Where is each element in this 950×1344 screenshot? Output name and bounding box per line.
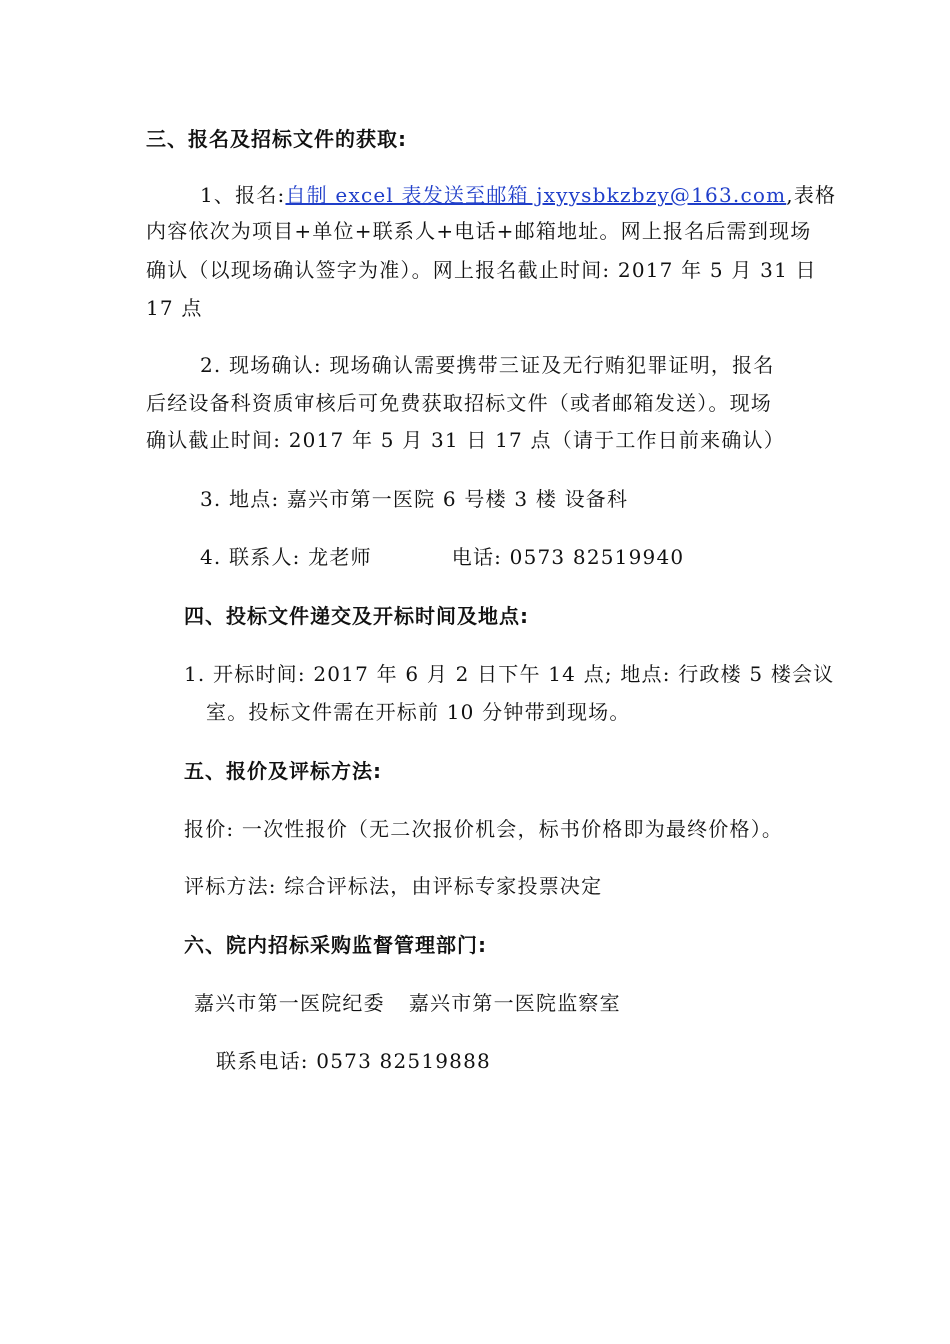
registration-line-1 [200, 180, 836, 210]
section-4-heading: 四、投标文件递交及开标时间及地点: [184, 604, 529, 628]
section-5-heading: 五、报价及评标方法: [184, 759, 382, 783]
onsite-confirm-line-2: 后经设备科资质审核后可免费获取招标文件（或者邮箱发送）。现场 [146, 391, 772, 415]
department-discipline: 嘉兴市第一医院纪委 [194, 991, 385, 1015]
onsite-confirm-line-1: 2. 现场确认: 现场确认需要携带三证及无行贿犯罪证明，报名 [200, 353, 775, 377]
email-link[interactable]: 自制 excel 表发送至邮箱 jxyysbkzbzy@163.com [285, 183, 787, 207]
registration-prefix: 1、报名: [200, 183, 286, 207]
evaluation-method-line: 评标方法: 综合评标法，由评标专家投票决定 [184, 874, 603, 898]
onsite-confirm-line-3: 确认截止时间: 2017 年 5 月 31 日 17 点（请于工作日前来确认） [146, 428, 785, 452]
registration-line-2: 内容依次为项目+单位+联系人+电话+邮箱地址。网上报名后需到现场 [146, 219, 812, 243]
contact-line [200, 542, 684, 572]
department-supervision: 嘉兴市第一医院监察室 [408, 991, 621, 1015]
section-3-heading: 三、报名及招标文件的获取: [146, 127, 407, 151]
quote-method-line: 报价: 一次性报价（无二次报价机会，标书价格即为最终价格）。 [184, 817, 784, 841]
contact-person: 4. 联系人: 龙老师 [200, 545, 372, 569]
section-6-heading: 六、院内招标采购监督管理部门: [184, 933, 487, 957]
location-line: 3. 地点: 嘉兴市第一医院 6 号楼 3 楼 设备科 [200, 487, 629, 511]
bid-opening-line-2: 室。投标文件需在开标前 10 分钟带到现场。 [206, 700, 631, 724]
contact-phone: 电话: 0573 82519940 [451, 545, 685, 569]
registration-line-3: 确认（以现场确认签字为准）。网上报名截止时间: 2017 年 5 月 31 日 [146, 258, 817, 282]
registration-line-1-suffix: ,表格 [786, 183, 837, 207]
bid-opening-line-1: 1. 开标时间: 2017 年 6 月 2 日下午 14 点; 地点: 行政楼 5 楼会议 [184, 662, 835, 686]
supervision-departments [194, 988, 621, 1018]
registration-line-4: 17 点 [146, 296, 203, 320]
supervision-phone: 联系电话: 0573 82519888 [216, 1049, 491, 1073]
